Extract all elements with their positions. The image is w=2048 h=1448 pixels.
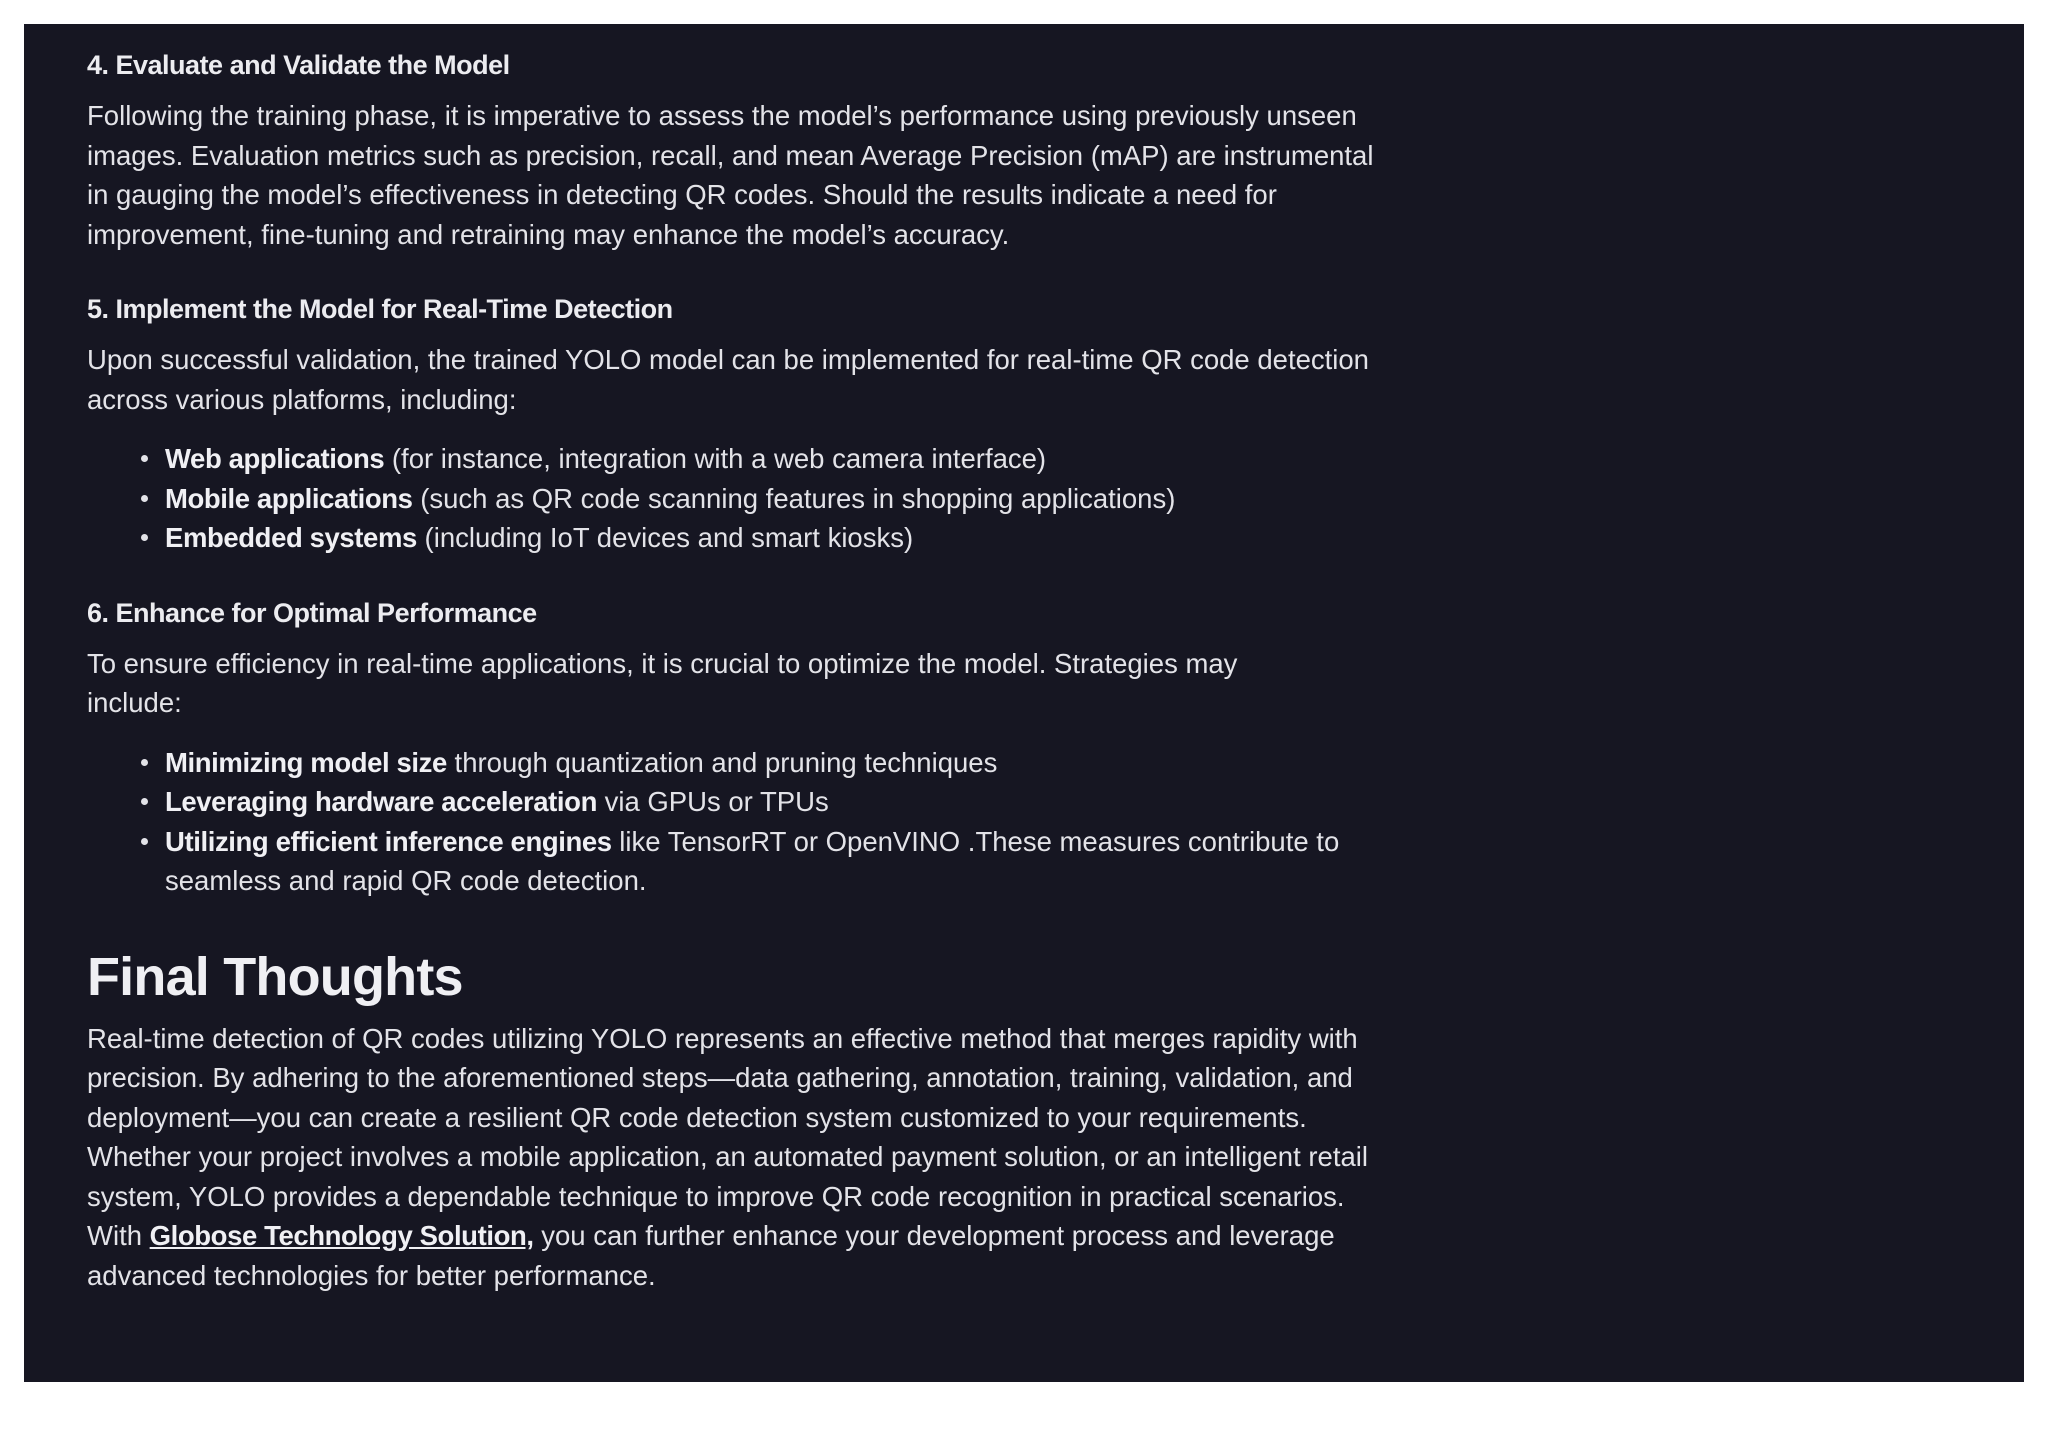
list-item-bold: Web applications: [165, 443, 385, 474]
list-item-text: via GPUs or TPUs: [596, 786, 829, 817]
section-heading-implement: 5. Implement the Model for Real-Time Detection: [87, 294, 673, 324]
final-paragraph-after: you can further enhance your development process and leverage advanced technologies for better performance.: [87, 1220, 1335, 1291]
list-item-text: (for instance, integration with a web camera interface): [384, 443, 1047, 474]
list-item: [165, 743, 1387, 783]
list-item-bold: Utilizing efficient inference engines: [165, 825, 612, 857]
section-paragraph-implement: Upon successful validation, the trained YOLO model can be implemented for real-time QR code detection across various platforms, including:: [87, 344, 1369, 415]
section-paragraph-enhance: To ensure efficiency in real-time applications, it is crucial to optimize the model. Strategies may include:: [87, 647, 1238, 718]
section-paragraph-evaluate: Following the training phase, it is imperative to assess the model’s performance using previously unseen images. Evaluation metrics such as precision, recall, and mean Average Precision (mAP) are instrumental in gauging the model’s effectiveness in detecting QR codes. Should the results indicate a need for improvement, fine-tuning and retraining may enhance the model’s accuracy.: [87, 100, 1374, 250]
final-thoughts-heading: Final Thoughts: [87, 946, 463, 1007]
list-item-text: (such as QR code scanning features in shopping applications): [412, 482, 1176, 514]
article-panel: [24, 24, 2024, 1382]
list-item-text: like TensorRT or OpenVINO .These measures contribute to seamless and rapid QR code detection.: [165, 825, 1340, 896]
list-item-text: through quantization and pruning techniques: [446, 746, 998, 778]
list-item: [165, 439, 1387, 479]
strategy-list: [87, 743, 1387, 901]
platform-list: [87, 439, 1387, 558]
section-heading-enhance: 6. Enhance for Optimal Performance: [87, 597, 537, 628]
final-thoughts-paragraph: [87, 1019, 1387, 1296]
list-item: [165, 782, 1387, 822]
list-item-text: (including IoT devices and smart kiosks): [416, 522, 914, 553]
final-paragraph-before: Real-time detection of QR codes utilizing YOLO represents an effective method that merges rapidity with precision. By adhering to the aforementioned steps—data gathering, annotation, training, validation, and deployment—you can create a resilient QR code detection system customized to your requirements. Whether your project involves a mobile application, an automated payment solution, or an intelligent retail system, YOLO provides a dependable technique to improve QR code recognition in practical scenarios. With: [87, 1022, 1368, 1251]
list-item-bold: Mobile applications: [165, 482, 413, 514]
section-heading-evaluate: 4. Evaluate and Validate the Model: [87, 50, 510, 80]
list-item: [165, 822, 1387, 901]
list-item-bold: Minimizing model size: [165, 746, 447, 778]
list-item: [165, 479, 1387, 519]
list-item: [165, 518, 1387, 558]
article-content: [87, 44, 1387, 1295]
list-item-bold: Embedded systems: [165, 522, 417, 553]
list-item-bold: Leveraging hardware acceleration: [165, 786, 597, 817]
globose-technology-link[interactable]: Globose Technology Solution,: [149, 1220, 534, 1251]
